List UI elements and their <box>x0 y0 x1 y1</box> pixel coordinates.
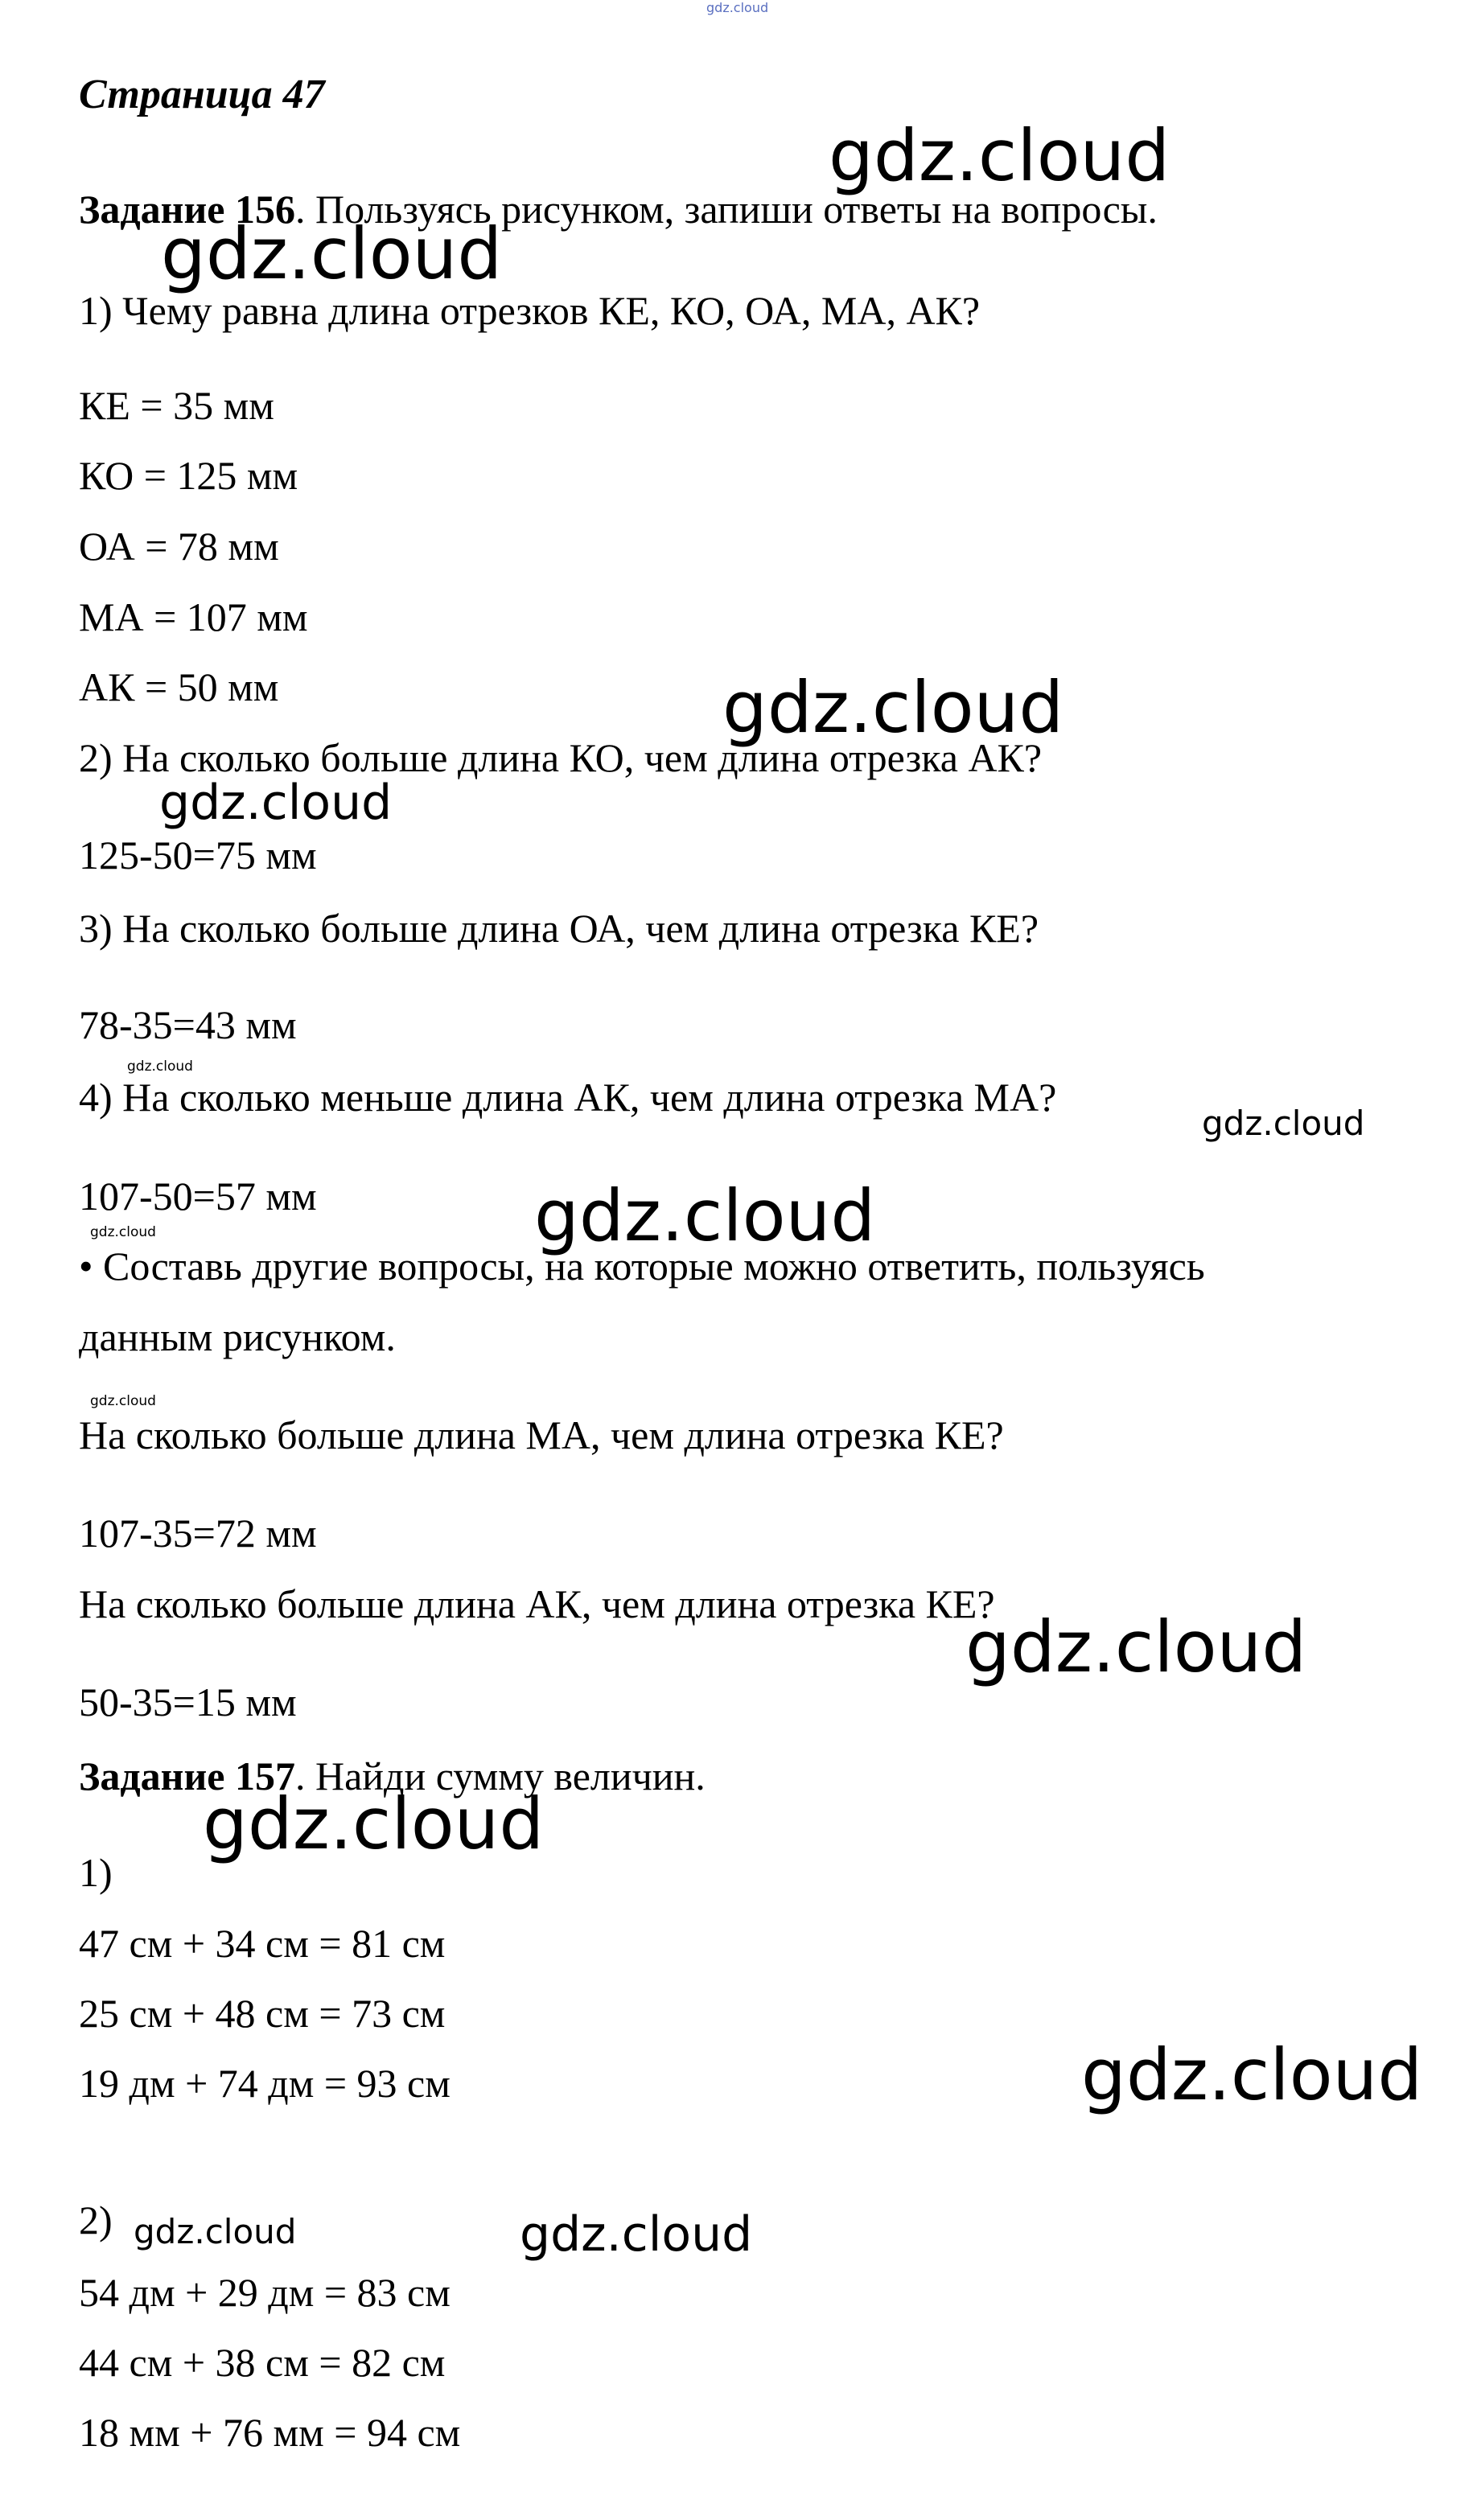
part-1-label: 1) <box>79 1850 113 1895</box>
extra-question-1: На сколько больше длина МА, чем длина отрезка КЕ? <box>79 1412 1004 1457</box>
part-2-eq-3: 18 мм + 76 мм = 94 см <box>79 2410 461 2455</box>
watermark-14: gdz.cloud <box>520 2206 753 2263</box>
task-156-label: Задание 156 <box>79 187 295 232</box>
watermark-10: gdz.cloud <box>965 1605 1307 1688</box>
task-157-label: Задание 157 <box>79 1753 295 1799</box>
answer-1-ak: АК = 50 мм <box>79 664 279 709</box>
extra-answer-1: 107-35=72 мм <box>79 1511 317 1556</box>
part-1-eq-1: 47 см + 34 см = 81 см <box>79 1921 446 1966</box>
extra-instruction-line-1: • Составь другие вопросы, на которые можно ответить, пользуясь <box>79 1244 1205 1289</box>
extra-answer-2: 50-35=15 мм <box>79 1679 297 1725</box>
extra-instruction-line-2: данным рисунком. <box>79 1314 396 1359</box>
answer-1-oa: ОА = 78 мм <box>79 524 279 569</box>
answer-1-ko: КО = 125 мм <box>79 453 298 498</box>
part-2-eq-1: 54 дм + 29 дм = 83 см <box>79 2270 451 2315</box>
question-2: 2) На сколько больше длина КО, чем длина отрезка АК? <box>79 735 1043 780</box>
task-156-text: . Пользуясь рисунком, запиши ответы на вопросы. <box>295 187 1158 232</box>
answer-3: 78-35=43 мм <box>79 1002 297 1047</box>
watermark-7: gdz.cloud <box>534 1174 876 1257</box>
part-2-eq-2: 44 см + 38 см = 82 см <box>79 2340 446 2385</box>
watermark-9: gdz.cloud <box>90 1393 156 1409</box>
question-4: 4) На сколько меньше длина АК, чем длина отрезка МА? <box>79 1075 1057 1120</box>
task-157-text: . Найди сумму величин. <box>295 1753 706 1799</box>
watermark-3: gdz.cloud <box>722 666 1064 749</box>
extra-question-2: На сколько больше длина АК, чем длина отрезка КЕ? <box>79 1581 995 1626</box>
watermark-13: gdz.cloud <box>134 2212 297 2251</box>
answer-4: 107-50=57 мм <box>79 1174 317 1219</box>
answer-1-ma: МА = 107 мм <box>79 594 308 639</box>
watermark-12: gdz.cloud <box>1081 2033 1423 2116</box>
watermark-5: gdz.cloud <box>127 1059 193 1075</box>
part-1-eq-2: 25 см + 48 см = 73 см <box>79 1991 446 2036</box>
watermark-2: gdz.cloud <box>161 212 503 295</box>
watermark-4: gdz.cloud <box>159 775 393 831</box>
watermark-11: gdz.cloud <box>203 1782 545 1865</box>
page-title: Страница 47 <box>79 72 325 117</box>
part-2-label: 2) <box>79 2197 113 2243</box>
part-1-eq-3: 19 дм + 74 дм = 93 см <box>79 2061 451 2106</box>
answer-2: 125-50=75 мм <box>79 832 317 878</box>
watermark-6: gdz.cloud <box>1202 1104 1365 1143</box>
answer-1-ke: КЕ = 35 мм <box>79 383 274 428</box>
question-1: 1) Чему равна длина отрезков КЕ, КО, ОА, МА, АК? <box>79 288 981 333</box>
watermark-8: gdz.cloud <box>90 1224 156 1240</box>
question-3: 3) На сколько больше длина ОА, чем длина отрезка КЕ? <box>79 906 1039 951</box>
watermark-1: gdz.cloud <box>829 114 1170 197</box>
watermark-top: gdz.cloud <box>706 0 769 15</box>
